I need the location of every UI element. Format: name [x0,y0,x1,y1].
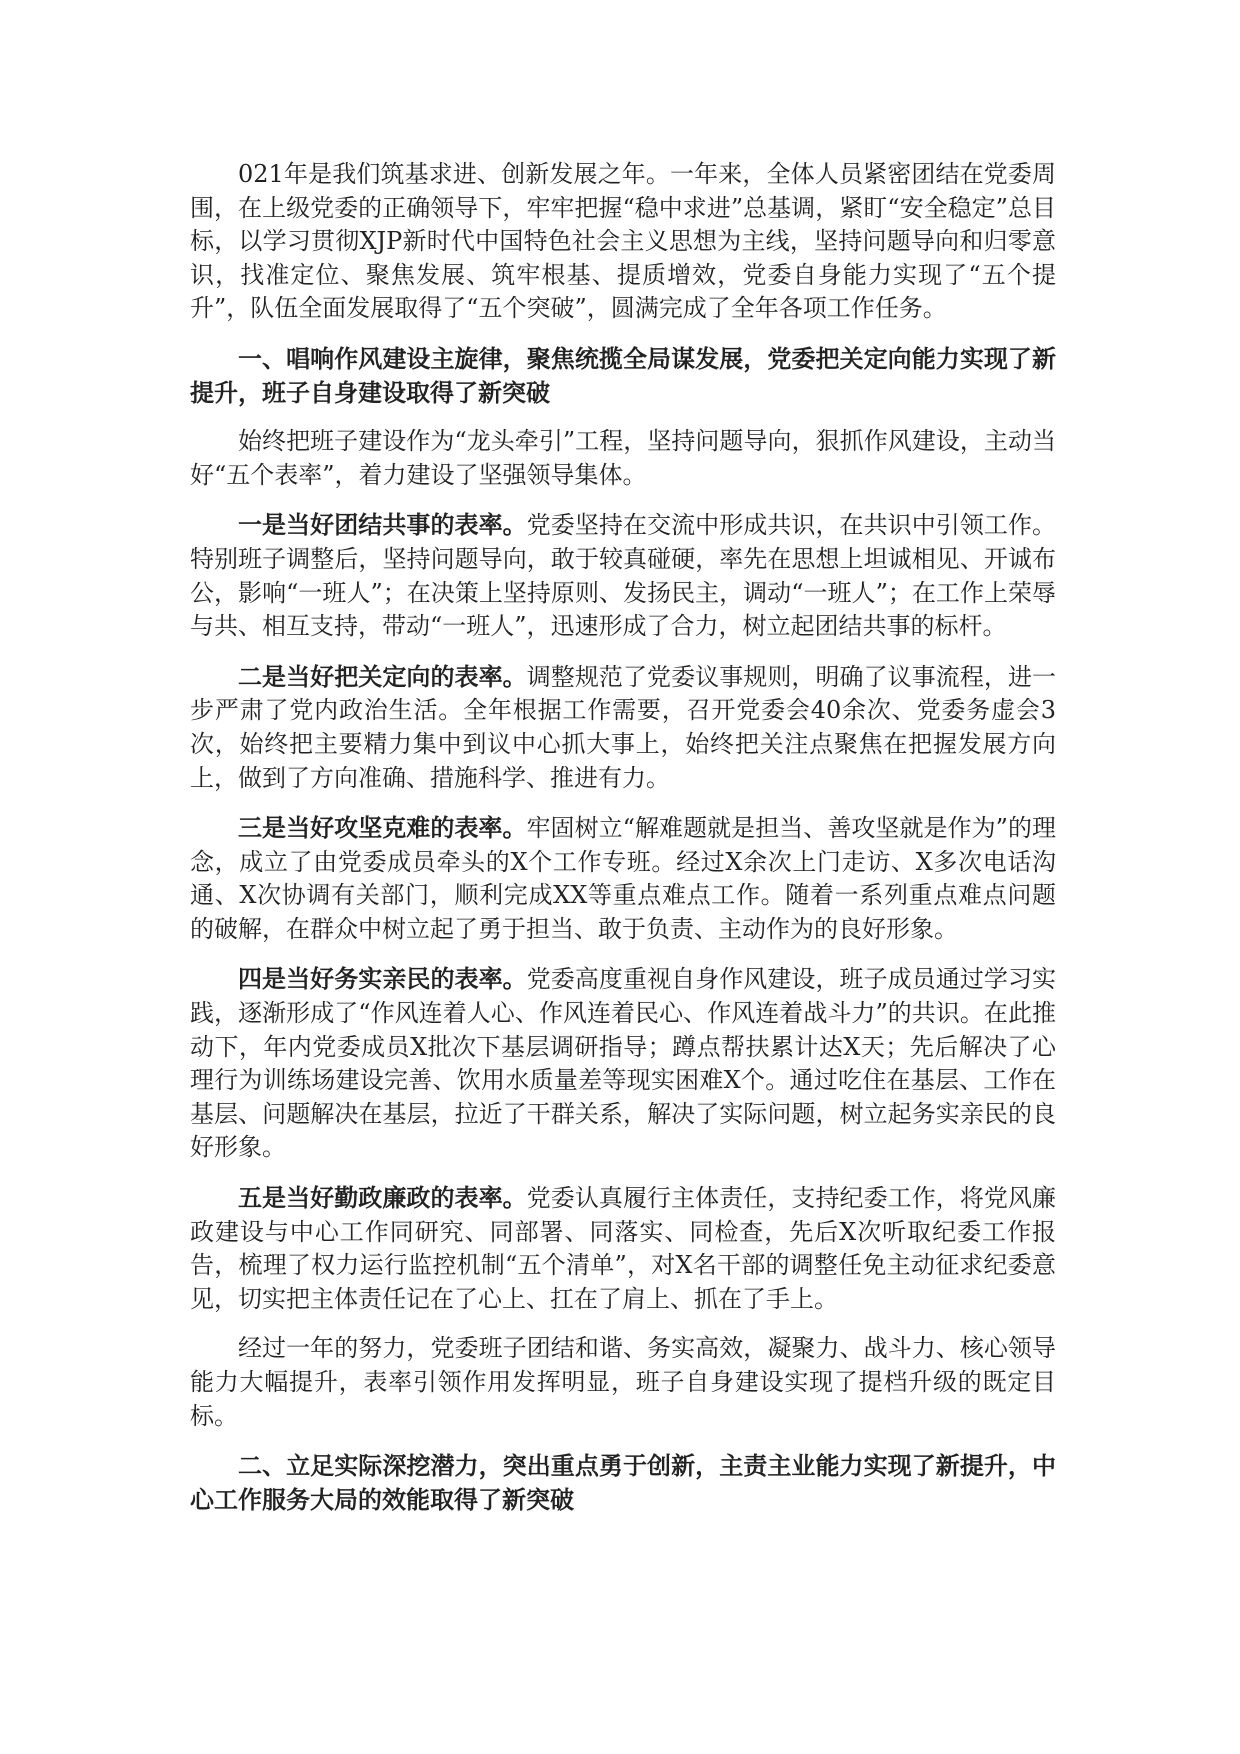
item-2-text: 调整规范了党委议事规则，明确了议事流程，进一步严肃了党内政治生活。全年根据工作需要，召开党委会40余次、党委务虚会3次，始终把主要精力集中到议中心抓大事上，始终把关注点聚焦在把握发展方向上，做到了方向准确、措施科学、推进有力。 [190,662,1057,792]
item-5-lead: 五是当好勤政廉政的表率。 [238,1183,527,1213]
item-5-text: 党委认真履行主体责任，支持纪委工作，将党风廉政建设与中心工作同研究、同部署、同落实、同检查，先后X次听取纪委工作报告，梳理了权力运行监控机制“五个清单”，对X名干部的调整任免主动征求纪委意见，切实把主体责任记在了心上、扛在了肩上、抓在了手上。 [190,1184,1057,1313]
item-4-paragraph [190,962,1056,1165]
item-2-paragraph [190,660,1056,795]
section-2-heading: 二、立足实际深挖潜力，突出重点勇于创新，主责主业能力实现了新提升，中心工作服务大局的效能取得了新突破 [190,1451,1056,1514]
item-1-paragraph [190,508,1056,643]
item-3-text: 牢固树立“解难题就是担当、善攻坚就是作为”的理念，成立了由党委成员牵头的X个工作专班。经过X余次上门走访、X多次电话沟通、X次协调有关部门，顺利完成XX等重点难点工作。随着一系列重点难点问题的破解，在群众中树立起了勇于担当、敢于负责、主动作为的良好形象。 [190,814,1056,943]
intro-paragraph: 021年是我们筑基求进、创新发展之年。一年来，全体人员紧密团结在党委周围，在上级党委的正确领导下，牢牢把握“稳中求进”总基调，紧盯“安全稳定”总目标，以学习贯彻XJP新时代中国特色社会主义思想为主线，坚持问题导向和归零意识，找准定位、聚焦发展、筑牢根基、提质增效，党委自身能力实现了“五个提升”，队伍全面发展取得了“五个突破”，圆满完成了全年各项工作任务。 [190,160,1056,323]
item-2-lead: 二是当好把关定向的表率。 [238,661,527,691]
item-3-lead: 三是当好攻坚克难的表率。 [238,813,527,843]
item-3-paragraph [190,811,1056,946]
item-4-lead: 四是当好务实亲民的表率。 [238,964,527,994]
item-5-paragraph [190,1181,1056,1316]
section-1-heading: 一、唱响作风建设主旋律，聚焦统揽全局谋发展，党委把关定向能力实现了新提升，班子自身建设取得了新突破 [190,343,1056,407]
document-page [190,158,1056,1532]
item-4-text: 党委高度重视自身作风建设，班子成员通过学习实践，逐渐形成了“作风连着人心、作风连着民心、作风连着战斗力”的共识。在此推动下，年内党委成员X批次下基层调研指导；蹲点帮扶累计达X天；先后解决了心理行为训练场建设完善、饮用水质量差等现实困难X个。通过吃住在基层、工作在基层、问题解决在基层，拉近了干群关系，解决了实际问题，树立起务实亲民的良好形象。 [190,965,1057,1162]
item-1-text: 党委坚持在交流中形成共识，在共识中引领工作。特别班子调整后，坚持问题导向，敢于较真碰硬，率先在思想上坦诚相见、开诚布公，影响“一班人”；在决策上坚持原则、发扬民主，调动“一班人”；在工作上荣辱与共、相互支持，带动“一班人”，迅速形成了合力，树立起团结共事的标杆。 [190,511,1057,641]
section-1-intro: 始终把班子建设作为“龙头牵引”工程，坚持问题导向，狠抓作风建设，主动当好“五个表率”，着力建设了坚强领导集体。 [190,427,1056,489]
section-1-summary: 经过一年的努力，党委班子团结和谐、务实高效，凝聚力、战斗力、核心领导能力大幅提升，表率引领作用发挥明显，班子自身建设实现了提档升级的既定目标。 [190,1334,1056,1430]
item-1-lead: 一是当好团结共事的表率。 [238,510,527,540]
